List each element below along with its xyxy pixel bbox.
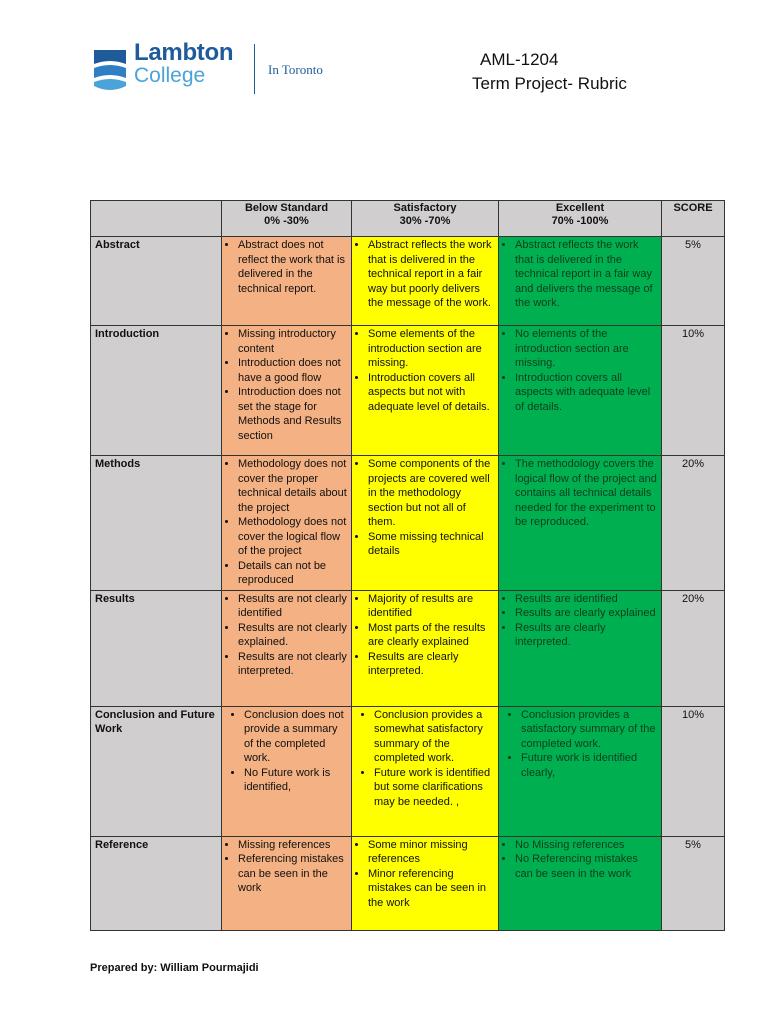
rubric-bullet: • Results are not clearly identified bbox=[238, 592, 347, 621]
rubric-bullet: • Some elements of the introduction section are missing. bbox=[368, 327, 494, 371]
rubric-bullet: • Most parts of the results are clearly explained bbox=[368, 621, 494, 650]
excellent-list bbox=[503, 708, 657, 781]
rubric-bullet: • Introduction covers all aspects but not with adequate level of details. bbox=[368, 371, 494, 415]
rubric-bullet: • Majority of results are identified bbox=[368, 592, 494, 621]
rubric-bullet: • No elements of the introduction section are missing. bbox=[515, 327, 657, 371]
criterion-cell: Methods bbox=[91, 456, 222, 591]
rubric-bullet: • No Future work is identified, bbox=[244, 766, 347, 795]
satisfactory-cell bbox=[352, 590, 499, 706]
score-cell: 10% bbox=[662, 326, 725, 456]
criterion-cell: Conclusion and Future Work bbox=[91, 706, 222, 836]
header-excellent bbox=[499, 201, 662, 237]
rubric-bullet: • Results are clearly interpreted. bbox=[368, 650, 494, 679]
satisfactory-list bbox=[356, 838, 494, 911]
rubric-table bbox=[90, 200, 725, 931]
rubric-bullet: • Details can not be reproduced bbox=[238, 559, 347, 588]
excellent-cell bbox=[499, 590, 662, 706]
below-cell bbox=[222, 237, 352, 326]
score-cell: 5% bbox=[662, 237, 725, 326]
rubric-bullet: • Results are not clearly explained. bbox=[238, 621, 347, 650]
rubric-row bbox=[91, 237, 725, 326]
below-list bbox=[226, 327, 347, 443]
score-cell: 5% bbox=[662, 836, 725, 930]
rubric-bullet: • Abstract reflects the work that is delivered in the technical report in a fair way and delivers the message of the work. bbox=[515, 238, 657, 311]
rubric-bullet: • Conclusion does not provide a summary of the completed work. bbox=[244, 708, 347, 766]
satisfactory-list bbox=[356, 457, 494, 559]
header-below-label: Below Standard bbox=[244, 202, 329, 214]
below-cell bbox=[222, 590, 352, 706]
header-criterion bbox=[91, 201, 222, 237]
rubric-row bbox=[91, 836, 725, 930]
below-list bbox=[226, 238, 347, 296]
score-cell: 20% bbox=[662, 456, 725, 591]
header-satisfactory-range: 30% -70% bbox=[399, 215, 451, 227]
rubric-bullet: • Results are not clearly interpreted. bbox=[238, 650, 347, 679]
below-list bbox=[226, 457, 347, 588]
rubric-header-row bbox=[91, 201, 725, 237]
satisfactory-cell bbox=[352, 237, 499, 326]
rubric-bullet: • Some components of the projects are covered well in the methodology section but not all of them. bbox=[368, 457, 494, 530]
rubric-bullet: • Methodology does not cover the proper technical details about the project bbox=[238, 457, 347, 515]
rubric-bullet: • Introduction does not have a good flow bbox=[238, 356, 347, 385]
document-title: Term Project- Rubric bbox=[472, 74, 627, 93]
logo-sub: College bbox=[134, 64, 206, 87]
rubric-bullet: • Abstract does not reflect the work that is delivered in the technical report. bbox=[238, 238, 347, 296]
header-excellent-label: Excellent bbox=[555, 202, 605, 214]
rubric-bullet: • Referencing mistakes can be seen in the work bbox=[238, 852, 347, 896]
header-below-range: 0% -30% bbox=[264, 215, 309, 227]
header-satisfactory-label: Satisfactory bbox=[393, 202, 457, 214]
satisfactory-cell bbox=[352, 836, 499, 930]
below-cell bbox=[222, 456, 352, 591]
criterion-cell: Results bbox=[91, 590, 222, 706]
rubric-bullet: • Conclusion provides a satisfactory summary of the completed work. bbox=[521, 708, 657, 752]
excellent-cell bbox=[499, 237, 662, 326]
criterion-cell: Introduction bbox=[91, 326, 222, 456]
rubric-bullet: • Missing references bbox=[238, 838, 347, 853]
score-cell: 20% bbox=[662, 590, 725, 706]
rubric-bullet: • No Missing references bbox=[515, 838, 657, 853]
course-code: AML-1204 bbox=[480, 50, 559, 69]
below-cell bbox=[222, 706, 352, 836]
rubric-bullet: • Results are clearly interpreted. bbox=[515, 621, 657, 650]
excellent-cell bbox=[499, 456, 662, 591]
rubric-bullet: • Future work is identified clearly, bbox=[521, 751, 657, 780]
rubric-bullet: • Methodology does not cover the logical flow of the project bbox=[238, 515, 347, 559]
header-excellent-range: 70% -100% bbox=[551, 215, 609, 227]
header-satisfactory bbox=[352, 201, 499, 237]
below-list bbox=[226, 838, 347, 896]
excellent-cell bbox=[499, 836, 662, 930]
satisfactory-list bbox=[356, 708, 494, 810]
rubric-bullet: • Conclusion provides a somewhat satisfactory summary of the completed work. bbox=[374, 708, 494, 766]
rubric-bullet: • Some missing technical details bbox=[368, 530, 494, 559]
logo-wave-icon bbox=[92, 46, 128, 94]
rubric-bullet: • Minor referencing mistakes can be seen in the work bbox=[368, 867, 494, 911]
rubric-bullet: • Future work is identified but some clarifications may be needed. , bbox=[374, 766, 494, 810]
excellent-cell bbox=[499, 706, 662, 836]
rubric-bullet: • Introduction covers all aspects with adequate level of details. bbox=[515, 371, 657, 415]
satisfactory-list bbox=[356, 238, 494, 311]
below-list bbox=[226, 708, 347, 795]
college-logo bbox=[92, 39, 342, 98]
satisfactory-list bbox=[356, 327, 494, 414]
logo-tagline: In Toronto bbox=[268, 62, 323, 77]
satisfactory-list bbox=[356, 592, 494, 679]
prepared-by: Prepared by: William Pourmajidi bbox=[90, 962, 259, 974]
excellent-list bbox=[503, 838, 657, 882]
rubric-bullet: • Some minor missing references bbox=[368, 838, 494, 867]
rubric-bullet: • Results are clearly explained bbox=[515, 606, 657, 621]
rubric-bullet: • No Referencing mistakes can be seen in the work bbox=[515, 852, 657, 881]
rubric-bullet: • Missing introductory content bbox=[238, 327, 347, 356]
rubric-bullet: • The methodology covers the logical flow of the project and contains all technical details needed for the experiment to be reproduced. bbox=[515, 457, 657, 530]
header-below-standard bbox=[222, 201, 352, 237]
excellent-list bbox=[503, 327, 657, 414]
excellent-cell bbox=[499, 326, 662, 456]
below-list bbox=[226, 592, 347, 679]
excellent-list bbox=[503, 592, 657, 650]
rubric-bullet: • Abstract reflects the work that is delivered in the technical report in a fair way but poorly delivers the message of the work. bbox=[368, 238, 494, 311]
rubric-row bbox=[91, 590, 725, 706]
rubric-row bbox=[91, 326, 725, 456]
rubric-row bbox=[91, 706, 725, 836]
rubric-bullet: • Results are identified bbox=[515, 592, 657, 607]
logo-name: Lambton bbox=[134, 39, 234, 66]
satisfactory-cell bbox=[352, 326, 499, 456]
excellent-list bbox=[503, 238, 657, 311]
criterion-cell: Abstract bbox=[91, 237, 222, 326]
header-score: SCORE bbox=[662, 201, 725, 237]
below-cell bbox=[222, 836, 352, 930]
criterion-cell: Reference bbox=[91, 836, 222, 930]
excellent-list bbox=[503, 457, 657, 530]
logo-divider bbox=[254, 44, 255, 94]
rubric-bullet: • Introduction does not set the stage for Methods and Results section bbox=[238, 385, 347, 443]
rubric-row bbox=[91, 456, 725, 591]
score-cell: 10% bbox=[662, 706, 725, 836]
satisfactory-cell bbox=[352, 456, 499, 591]
rubric-body bbox=[91, 237, 725, 931]
satisfactory-cell bbox=[352, 706, 499, 836]
below-cell bbox=[222, 326, 352, 456]
